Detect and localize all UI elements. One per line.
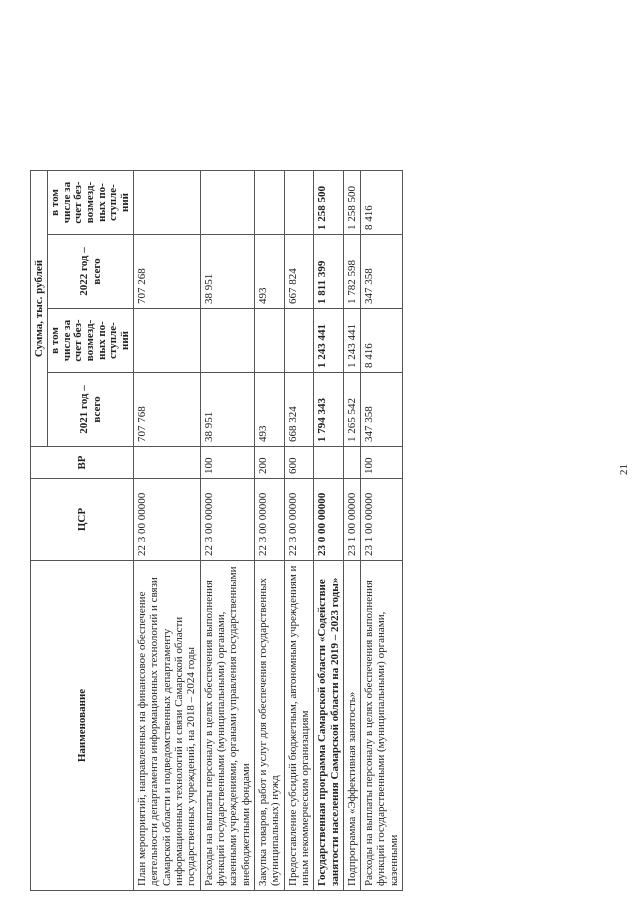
- row-2021-total-cell: 493: [254, 373, 284, 447]
- budget-table: [30, 170, 403, 891]
- table-row: [200, 171, 254, 891]
- row-2021-free-cell: [200, 309, 254, 373]
- row-vr-cell: [314, 447, 344, 479]
- row-2022-free-cell: 8 416: [361, 171, 403, 235]
- row-name-cell: Предоставление субсидий бюджетным, автономным учреждениям и иным некоммерческим организациям: [284, 561, 314, 891]
- row-2021-total-cell: 347 358: [361, 373, 403, 447]
- row-2021-free-cell: 8 416: [361, 309, 403, 373]
- row-2021-free-cell: [284, 309, 314, 373]
- table-row: [343, 171, 360, 891]
- table-row: [361, 171, 403, 891]
- row-name-cell: Закупка товаров, работ и услуг для обеспечения государственных (муниципальных) нужд: [254, 561, 284, 891]
- row-csr-cell: 22 3 00 00000: [200, 479, 254, 561]
- table-row: [134, 171, 201, 891]
- header-2021-free: в том числе за счет без-возмезд-ных по-ступле-ний: [48, 309, 134, 373]
- row-name-cell: Государственная программа Самарской области «Содействие занятости населения Самарской области на 2019 – 2023 годы»: [314, 561, 344, 891]
- header-2022-total: 2022 год – всего: [48, 235, 134, 309]
- row-name-cell: План мероприятий, направленных на финансовое обеспечение деятельности департамента информационных технологий и связи Самарской области и подведомственных департаменту информационных технологий и связи Самарской области государственных учреждений, на 2018 – 2024 годы: [134, 561, 201, 891]
- row-2021-total-cell: 668 324: [284, 373, 314, 447]
- header-vr: ВР: [31, 447, 134, 479]
- row-2021-free-cell: [134, 309, 201, 373]
- table-body: [134, 171, 403, 891]
- row-2022-free-cell: [254, 171, 284, 235]
- row-2021-free-cell: 1 243 441: [314, 309, 344, 373]
- row-csr-cell: 22 3 00 00000: [284, 479, 314, 561]
- row-2022-total-cell: 347 358: [361, 235, 403, 309]
- row-csr-cell: 23 0 00 00000: [314, 479, 344, 561]
- row-vr-cell: 100: [200, 447, 254, 479]
- table-row: [314, 171, 344, 891]
- header-csr: ЦСР: [31, 479, 134, 561]
- page-number: 21: [618, 464, 630, 475]
- row-2022-free-cell: [200, 171, 254, 235]
- row-vr-cell: 200: [254, 447, 284, 479]
- row-2022-total-cell: 707 268: [134, 235, 201, 309]
- row-2022-total-cell: 1 811 399: [314, 235, 344, 309]
- row-csr-cell: 23 1 00 00000: [361, 479, 403, 561]
- row-2021-free-cell: 1 243 441: [343, 309, 360, 373]
- row-name-cell: Расходы на выплаты персоналу в целях обеспечения выполнения функций государственными (муниципальными) органами, казенными учреждениями, органами управления государственными внебюджетными фондами: [200, 561, 254, 891]
- row-name-cell: Подпрограмма «Эффективная занятость»: [343, 561, 360, 891]
- row-vr-cell: 600: [284, 447, 314, 479]
- table-header: [31, 171, 134, 891]
- row-vr-cell: [343, 447, 360, 479]
- table-row: [284, 171, 314, 891]
- row-2021-total-cell: 707 768: [134, 373, 201, 447]
- table-row: [254, 171, 284, 891]
- row-2022-total-cell: 667 824: [284, 235, 314, 309]
- row-2022-free-cell: 1 258 500: [343, 171, 360, 235]
- header-2022-free: в том числе за счет без-возмезд-ных по-ступле-ний: [48, 171, 134, 235]
- row-csr-cell: 22 3 00 00000: [254, 479, 284, 561]
- row-2022-free-cell: [134, 171, 201, 235]
- row-2022-total-cell: 493: [254, 235, 284, 309]
- row-2021-total-cell: 38 951: [200, 373, 254, 447]
- header-2021-total: 2021 год – всего: [48, 373, 134, 447]
- row-2022-total-cell: 38 951: [200, 235, 254, 309]
- row-2021-total-cell: 1 265 542: [343, 373, 360, 447]
- row-csr-cell: 22 3 00 00000: [134, 479, 201, 561]
- row-csr-cell: 23 1 00 00000: [343, 479, 360, 561]
- row-name-cell: Расходы на выплаты персоналу в целях обеспечения выполнения функций государственными (муниципальными) органами, казенными: [361, 561, 403, 891]
- row-2022-free-cell: [284, 171, 314, 235]
- row-2021-total-cell: 1 794 343: [314, 373, 344, 447]
- header-name: Наименование: [31, 561, 134, 891]
- row-vr-cell: [134, 447, 201, 479]
- row-2021-free-cell: [254, 309, 284, 373]
- row-2022-total-cell: 1 782 598: [343, 235, 360, 309]
- row-vr-cell: 100: [361, 447, 403, 479]
- header-sum-group: Сумма, тыс. рублей: [31, 171, 48, 447]
- row-2022-free-cell: 1 258 500: [314, 171, 344, 235]
